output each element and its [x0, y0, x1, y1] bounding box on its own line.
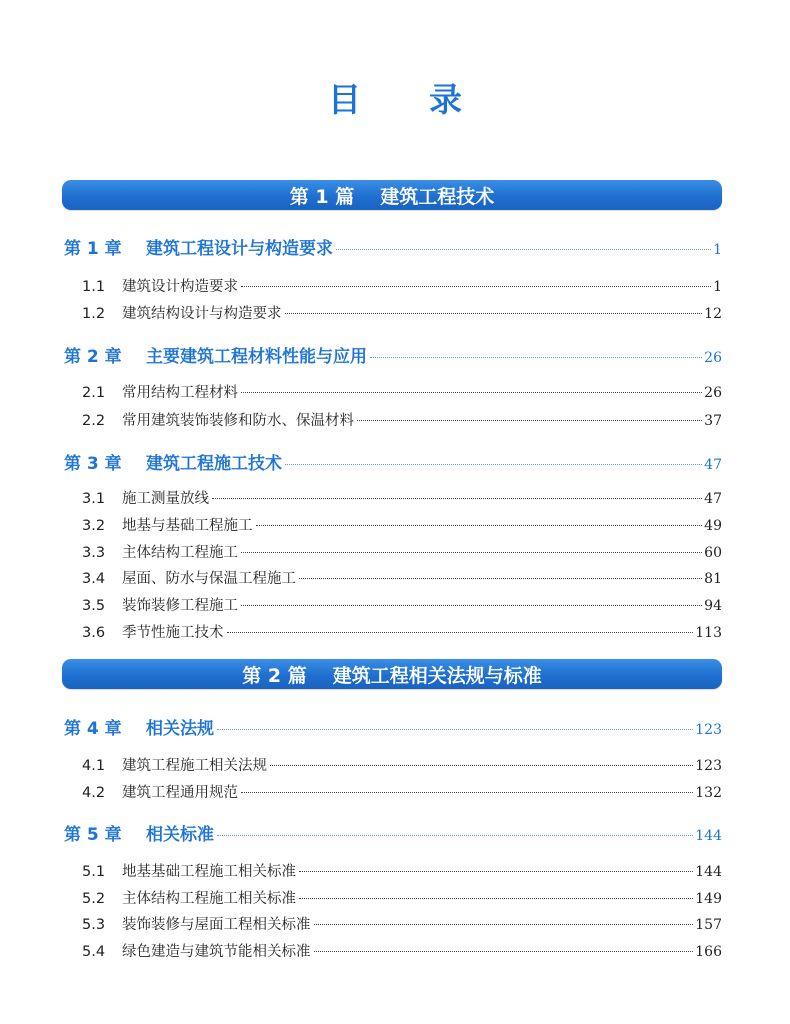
- page-number: 94: [704, 598, 722, 614]
- section-number: 3.6: [82, 625, 106, 641]
- section-number: 1.1: [82, 279, 106, 295]
- chapter-number: 第 5 章: [64, 825, 122, 845]
- toc-section-3-6[interactable]: [82, 621, 722, 642]
- dot-leader: [285, 464, 702, 465]
- page-number: 49: [704, 518, 722, 534]
- section-number: 4.1: [82, 758, 106, 774]
- page-number: 26: [704, 350, 722, 366]
- page-number: 1: [713, 279, 722, 295]
- section-number: 5.4: [82, 944, 106, 960]
- toc-chapter-2[interactable]: [64, 342, 722, 367]
- toc-section-1-2[interactable]: [82, 302, 722, 323]
- section-number: 4.2: [82, 785, 106, 801]
- section-number: 3.3: [82, 545, 106, 561]
- chapter-number: 第 3 章: [64, 454, 122, 474]
- page-number: 123: [695, 722, 722, 738]
- toc-section-3-5[interactable]: [82, 594, 722, 615]
- dot-leader: [299, 578, 702, 579]
- chapter-title: 相关法规: [146, 719, 214, 739]
- chapter-title: 建筑工程设计与构造要求: [146, 239, 333, 259]
- dot-leader: [270, 765, 693, 766]
- section-title: 常用建筑装饰装修和防水、保温材料: [122, 413, 354, 429]
- toc-section-5-2[interactable]: [82, 887, 722, 908]
- page-number: 12: [704, 306, 722, 322]
- part-banner-1: [62, 180, 722, 210]
- toc-section-2-1[interactable]: [82, 381, 722, 402]
- dot-leader: [370, 357, 702, 358]
- toc-section-3-3[interactable]: [82, 541, 722, 562]
- section-title: 常用结构工程材料: [122, 385, 238, 401]
- toc-chapter-1[interactable]: [64, 234, 722, 259]
- dot-leader: [299, 871, 693, 872]
- page-number: 166: [695, 944, 722, 960]
- page-number: 144: [695, 864, 722, 880]
- dot-leader: [314, 951, 694, 952]
- dot-leader: [357, 420, 702, 421]
- toc-chapter-3[interactable]: [64, 449, 722, 474]
- section-title: 建筑工程通用规范: [122, 785, 238, 801]
- dot-leader: [212, 498, 702, 499]
- section-title: 施工测量放线: [122, 491, 209, 507]
- page-number: 1: [713, 242, 722, 258]
- page-number: 47: [704, 491, 722, 507]
- page-number: 60: [704, 545, 722, 561]
- section-number: 3.4: [82, 571, 106, 587]
- section-number: 3.1: [82, 491, 106, 507]
- section-number: 5.3: [82, 917, 106, 933]
- toc-section-1-1[interactable]: [82, 275, 722, 296]
- toc-section-4-1[interactable]: [82, 754, 722, 775]
- page-number: 149: [695, 891, 722, 907]
- part-number: 第 1 篇: [289, 185, 355, 208]
- chapter-number: 第 4 章: [64, 719, 122, 739]
- section-title: 地基基础工程施工相关标准: [122, 864, 296, 880]
- dot-leader: [241, 605, 702, 606]
- dot-leader: [217, 729, 693, 730]
- page-title: [0, 74, 790, 121]
- dot-leader: [217, 835, 693, 836]
- toc-section-3-2[interactable]: [82, 514, 722, 535]
- title-char-1: 目: [328, 80, 361, 119]
- page-number: 81: [704, 571, 722, 587]
- page-number: 113: [695, 625, 722, 641]
- toc-section-4-2[interactable]: [82, 781, 722, 802]
- dot-leader: [227, 632, 694, 633]
- section-number: 2.1: [82, 385, 106, 401]
- section-title: 主体结构工程施工相关标准: [122, 891, 296, 907]
- section-number: 2.2: [82, 413, 106, 429]
- chapter-title: 建筑工程施工技术: [146, 454, 282, 474]
- dot-leader: [241, 552, 702, 553]
- title-char-2: 录: [429, 80, 462, 119]
- section-title: 主体结构工程施工: [122, 545, 238, 561]
- section-title: 装饰装修与屋面工程相关标准: [122, 917, 311, 933]
- dot-leader: [241, 392, 702, 393]
- section-title: 建筑设计构造要求: [122, 279, 238, 295]
- section-title: 装饰装修工程施工: [122, 598, 238, 614]
- chapter-number: 第 1 章: [64, 239, 122, 259]
- toc-section-5-3[interactable]: [82, 913, 722, 934]
- section-number: 5.1: [82, 864, 106, 880]
- part-title: 建筑工程相关法规与标准: [332, 664, 542, 687]
- section-title: 季节性施工技术: [122, 625, 224, 641]
- section-title: 绿色建造与建筑节能相关标准: [122, 944, 311, 960]
- section-number: 1.2: [82, 306, 106, 322]
- section-title: 建筑结构设计与构造要求: [122, 306, 282, 322]
- chapter-number: 第 2 章: [64, 347, 122, 367]
- dot-leader: [336, 249, 711, 250]
- chapter-title: 主要建筑工程材料性能与应用: [146, 347, 367, 367]
- page-number: 26: [704, 385, 722, 401]
- part-title: 建筑工程技术: [380, 185, 495, 208]
- dot-leader: [285, 313, 703, 314]
- section-number: 3.5: [82, 598, 106, 614]
- part-number: 第 2 篇: [242, 664, 307, 687]
- toc-section-3-4[interactable]: [82, 567, 722, 588]
- dot-leader: [299, 898, 693, 899]
- dot-leader: [314, 924, 694, 925]
- page-number: 132: [695, 785, 722, 801]
- section-title: 地基与基础工程施工: [122, 518, 253, 534]
- page-number: 37: [704, 413, 722, 429]
- chapter-title: 相关标准: [146, 825, 214, 845]
- dot-leader: [256, 525, 703, 526]
- dot-leader: [241, 286, 711, 287]
- toc-section-2-2[interactable]: [82, 409, 722, 430]
- section-title: 建筑工程施工相关法规: [122, 758, 267, 774]
- page-number: 144: [695, 828, 722, 844]
- toc-section-3-1[interactable]: [82, 487, 722, 508]
- page-number: 157: [695, 917, 722, 933]
- dot-leader: [241, 792, 693, 793]
- toc-chapter-5[interactable]: [64, 820, 722, 845]
- toc-section-5-4[interactable]: [82, 940, 722, 961]
- page-number: 123: [695, 758, 722, 774]
- section-title: 屋面、防水与保温工程施工: [122, 571, 296, 587]
- toc-section-5-1[interactable]: [82, 860, 722, 881]
- section-number: 5.2: [82, 891, 106, 907]
- page-number: 47: [704, 457, 722, 473]
- part-banner-2: [62, 659, 722, 689]
- section-number: 3.2: [82, 518, 106, 534]
- toc-chapter-4[interactable]: [64, 714, 722, 739]
